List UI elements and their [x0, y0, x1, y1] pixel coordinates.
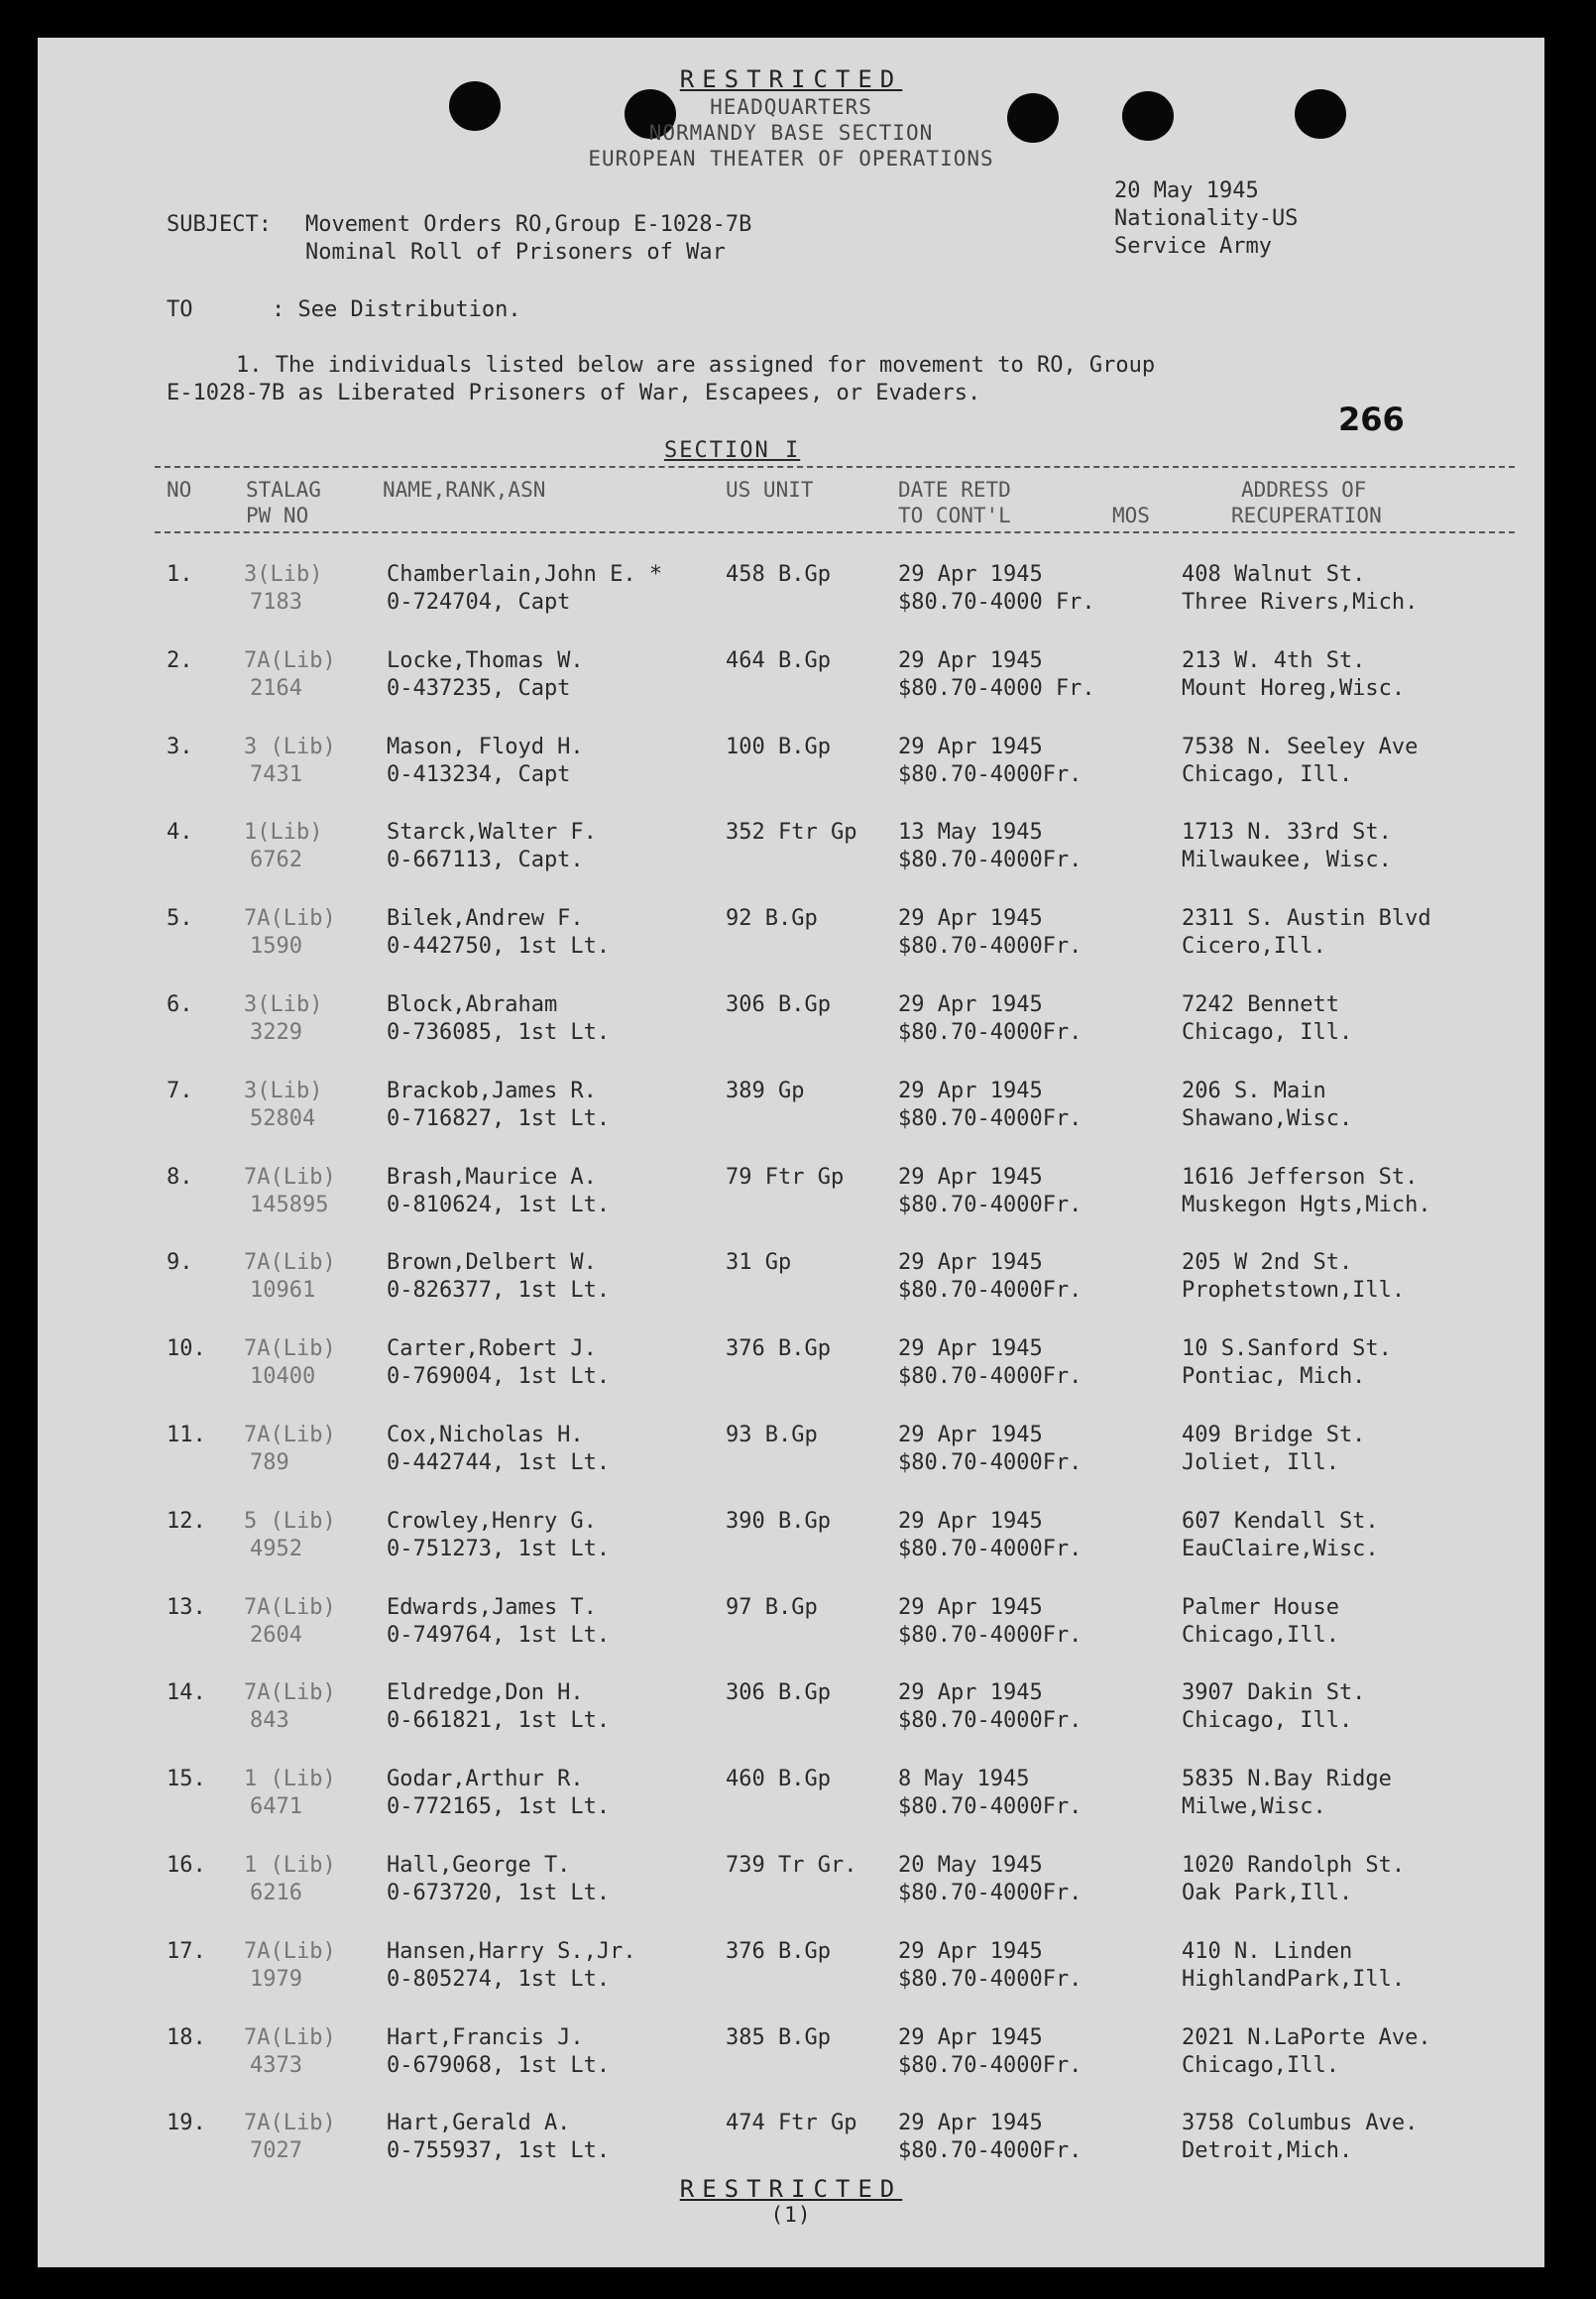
table-row	[38, 991, 1544, 1063]
stalag: 7A(Lib)	[244, 647, 336, 673]
table-row	[38, 2110, 1544, 2181]
address-line-2: Shawano,Wisc.	[1182, 1105, 1353, 1131]
row-number: 1.	[167, 562, 193, 587]
asn-rank: 0-736085, 1st Lt.	[387, 1020, 611, 1045]
stalag: 7A(Lib)	[244, 1680, 336, 1706]
pay-amount: $80.70-4000Fr.	[898, 2052, 1083, 2078]
name: Eldredge,Don H.	[387, 1680, 584, 1706]
date-returned: 29 Apr 1945	[898, 1164, 1043, 1190]
date-returned: 29 Apr 1945	[898, 734, 1043, 759]
table-row	[38, 905, 1544, 977]
us-unit: 460 B.Gp	[726, 1767, 831, 1792]
document-date: 20 May 1945	[1114, 178, 1259, 203]
asn-rank: 0-751273, 1st Lt.	[387, 1536, 611, 1561]
pay-amount: $80.70-4000Fr.	[898, 2138, 1083, 2164]
stalag: 7A(Lib)	[244, 1250, 336, 1276]
date-returned: 29 Apr 1945	[898, 1250, 1043, 1276]
pay-amount: $80.70-4000Fr.	[898, 848, 1083, 873]
us-unit: 739 Tr Gr.	[726, 1853, 857, 1878]
table-row	[38, 1422, 1544, 1493]
stalag: 7A(Lib)	[244, 2111, 336, 2136]
pw-number: 10400	[250, 1364, 316, 1390]
address-line-1: 7242 Bennett	[1182, 992, 1339, 1017]
row-number: 12.	[167, 1508, 206, 1534]
col-stalag: STALAG	[246, 478, 321, 502]
date-returned: 29 Apr 1945	[898, 1938, 1043, 1964]
pw-number: 10961	[250, 1278, 316, 1304]
us-unit: 92 B.Gp	[726, 906, 818, 932]
table-row	[38, 561, 1544, 632]
name: Bilek,Andrew F.	[387, 906, 584, 932]
address-line-1: 213 W. 4th St.	[1182, 647, 1366, 673]
asn-rank: 0-442750, 1st Lt.	[387, 934, 611, 960]
us-unit: 390 B.Gp	[726, 1508, 831, 1534]
address-line-2: Cicero,Ill.	[1182, 934, 1326, 960]
col-unit: US UNIT	[726, 478, 814, 502]
row-number: 13.	[167, 1594, 206, 1620]
page-footer-number: (1)	[770, 2203, 812, 2227]
row-number: 8.	[167, 1164, 193, 1190]
address-line-2: Milwaukee, Wisc.	[1182, 848, 1392, 873]
asn-rank: 0-826377, 1st Lt.	[387, 1278, 611, 1304]
date-returned: 29 Apr 1945	[898, 2111, 1043, 2136]
address-line-1: 7538 N. Seeley Ave	[1182, 734, 1419, 759]
row-number: 16.	[167, 1853, 206, 1878]
name: Starck,Walter F.	[387, 820, 597, 846]
asn-rank: 0-769004, 1st Lt.	[387, 1364, 611, 1390]
address-line-2: Three Rivers,Mich.	[1182, 590, 1419, 615]
name: Brown,Delbert W.	[387, 1250, 597, 1276]
name: Cox,Nicholas H.	[387, 1423, 584, 1447]
pw-number: 52804	[250, 1105, 316, 1131]
to-label: TO	[167, 297, 193, 322]
row-number: 4.	[167, 820, 193, 846]
address-line-1: 2311 S. Austin Blvd	[1182, 906, 1431, 932]
pay-amount: $80.70-4000Fr.	[898, 1622, 1083, 1648]
address-line-1: 409 Bridge St.	[1182, 1423, 1366, 1447]
nationality: Nationality-US	[1114, 206, 1299, 231]
table-row	[38, 1594, 1544, 1666]
stalag: 7A(Lib)	[244, 1423, 336, 1447]
date-returned: 29 Apr 1945	[898, 1508, 1043, 1534]
date-returned: 29 Apr 1945	[898, 647, 1043, 673]
date-returned: 13 May 1945	[898, 820, 1043, 846]
us-unit: 376 B.Gp	[726, 1336, 831, 1362]
pw-number: 6762	[250, 848, 302, 873]
address-line-2: HighlandPark,Ill.	[1182, 1966, 1406, 1992]
name: Block,Abraham	[387, 992, 558, 1017]
date-returned: 29 Apr 1945	[898, 992, 1043, 1017]
pw-number: 843	[250, 1708, 289, 1734]
pay-amount: $80.70-4000Fr.	[898, 1708, 1083, 1734]
address-line-2: Mount Horeg,Wisc.	[1182, 675, 1406, 701]
divider	[155, 531, 1515, 533]
date-returned: 29 Apr 1945	[898, 2024, 1043, 2050]
pw-number: 3229	[250, 1020, 302, 1045]
address-line-1: 5835 N.Bay Ridge	[1182, 1767, 1392, 1792]
us-unit: 458 B.Gp	[726, 562, 831, 587]
address-line-1: 206 S. Main	[1182, 1078, 1326, 1103]
table-row	[38, 734, 1544, 805]
table-row	[38, 1335, 1544, 1407]
address-line-2: Chicago, Ill.	[1182, 1020, 1353, 1045]
asn-rank: 0-437235, Capt	[387, 675, 571, 701]
asn-rank: 0-772165, 1st Lt.	[387, 1794, 611, 1820]
intro-line-2: E-1028-7B as Liberated Prisoners of War, Escapees, or Evaders.	[167, 381, 981, 405]
stalag: 3(Lib)	[244, 1078, 323, 1103]
date-returned: 29 Apr 1945	[898, 1423, 1043, 1447]
pw-number: 7027	[250, 2138, 302, 2164]
address-line-2: Detroit,Mich.	[1182, 2138, 1353, 2164]
stalag: 7A(Lib)	[244, 2024, 336, 2050]
us-unit: 97 B.Gp	[726, 1594, 818, 1620]
section-title: SECTION I	[664, 438, 801, 463]
stalag: 7A(Lib)	[244, 1594, 336, 1620]
name: Hart,Francis J.	[387, 2024, 584, 2050]
pay-amount: $80.70-4000 Fr.	[898, 675, 1095, 701]
name: Hall,George T.	[387, 1853, 571, 1878]
asn-rank: 0-716827, 1st Lt.	[387, 1105, 611, 1131]
asn-rank: 0-755937, 1st Lt.	[387, 2138, 611, 2164]
row-number: 15.	[167, 1767, 206, 1792]
address-line-1: 3758 Columbus Ave.	[1182, 2111, 1419, 2136]
address-line-2: Prophetstown,Ill.	[1182, 1278, 1406, 1304]
address-line-2: Pontiac, Mich.	[1182, 1364, 1366, 1390]
name: Crowley,Henry G.	[387, 1508, 597, 1534]
col-mos: MOS	[1112, 504, 1150, 527]
page-number-stamp: 266	[1338, 401, 1405, 438]
pw-number: 7431	[250, 761, 302, 787]
asn-rank: 0-805274, 1st Lt.	[387, 1966, 611, 1992]
row-number: 19.	[167, 2111, 206, 2136]
address-line-1: 1713 N. 33rd St.	[1182, 820, 1392, 846]
address-line-1: 205 W 2nd St.	[1182, 1250, 1353, 1276]
asn-rank: 0-413234, Capt	[387, 761, 571, 787]
date-returned: 29 Apr 1945	[898, 562, 1043, 587]
table-row	[38, 647, 1544, 719]
pay-amount: $80.70-4000Fr.	[898, 1966, 1083, 1992]
row-number: 17.	[167, 1938, 206, 1964]
date-returned: 29 Apr 1945	[898, 1336, 1043, 1362]
pw-number: 1979	[250, 1966, 302, 1992]
stalag: 5 (Lib)	[244, 1508, 336, 1534]
stalag: 1 (Lib)	[244, 1853, 336, 1878]
stalag: 3 (Lib)	[244, 734, 336, 759]
stalag: 7A(Lib)	[244, 1336, 336, 1362]
to-value: : See Distribution.	[272, 297, 521, 322]
pw-number: 6216	[250, 1881, 302, 1905]
row-number: 9.	[167, 1250, 193, 1276]
us-unit: 100 B.Gp	[726, 734, 831, 759]
row-number: 3.	[167, 734, 193, 759]
address-line-1: 410 N. Linden	[1182, 1938, 1353, 1964]
pw-number: 789	[250, 1450, 289, 1475]
table-row	[38, 1249, 1544, 1321]
stalag: 1 (Lib)	[244, 1767, 336, 1792]
stalag: 3(Lib)	[244, 992, 323, 1017]
name: Brackob,James R.	[387, 1078, 597, 1103]
date-returned: 29 Apr 1945	[898, 1680, 1043, 1706]
name: Edwards,James T.	[387, 1594, 597, 1620]
pw-number: 1590	[250, 934, 302, 960]
asn-rank: 0-749764, 1st Lt.	[387, 1622, 611, 1648]
restricted-header: RESTRICTED	[679, 65, 903, 93]
pay-amount: $80.70-4000Fr.	[898, 1192, 1083, 1217]
asn-rank: 0-661821, 1st Lt.	[387, 1708, 611, 1734]
col-to-contl: TO CONT'L	[898, 504, 1011, 527]
us-unit: 389 Gp	[726, 1078, 805, 1103]
pay-amount: $80.70-4000Fr.	[898, 1450, 1083, 1475]
col-pw-no: PW NO	[246, 504, 309, 527]
row-number: 11.	[167, 1423, 206, 1447]
pay-amount: $80.70-4000 Fr.	[898, 590, 1095, 615]
us-unit: 385 B.Gp	[726, 2024, 831, 2050]
us-unit: 31 Gp	[726, 1250, 792, 1276]
stalag: 7A(Lib)	[244, 1938, 336, 1964]
date-returned: 20 May 1945	[898, 1853, 1043, 1878]
address-line-2: Joliet, Ill.	[1182, 1450, 1339, 1475]
table-row	[38, 1508, 1544, 1579]
us-unit: 352 Ftr Gp	[726, 820, 857, 846]
address-line-2: Milwe,Wisc.	[1182, 1794, 1326, 1820]
service: Service Army	[1114, 234, 1272, 259]
us-unit: 79 Ftr Gp	[726, 1164, 845, 1190]
name: Hart,Gerald A.	[387, 2111, 571, 2136]
name: Chamberlain,John E. *	[387, 562, 663, 587]
table-row	[38, 1679, 1544, 1751]
header-line-2: NORMANDY BASE SECTION	[648, 121, 934, 145]
asn-rank: 0-667113, Capt.	[387, 848, 584, 873]
us-unit: 306 B.Gp	[726, 992, 831, 1017]
restricted-footer: RESTRICTED	[679, 2175, 903, 2203]
asn-rank: 0-679068, 1st Lt.	[387, 2052, 611, 2078]
pay-amount: $80.70-4000Fr.	[898, 1794, 1083, 1820]
pay-amount: $80.70-4000Fr.	[898, 1020, 1083, 1045]
table-row	[38, 819, 1544, 890]
address-line-1: 1020 Randolph St.	[1182, 1853, 1406, 1878]
address-line-2: Chicago, Ill.	[1182, 761, 1353, 787]
pw-number: 7183	[250, 590, 302, 615]
asn-rank: 0-724704, Capt	[387, 590, 571, 615]
address-line-2: Oak Park,Ill.	[1182, 1881, 1353, 1905]
asn-rank: 0-673720, 1st Lt.	[387, 1881, 611, 1905]
us-unit: 474 Ftr Gp	[726, 2111, 857, 2136]
row-number: 6.	[167, 992, 193, 1017]
address-line-2: EauClaire,Wisc.	[1182, 1536, 1379, 1561]
asn-rank: 0-442744, 1st Lt.	[387, 1450, 611, 1475]
document-page	[38, 38, 1544, 2267]
stalag: 7A(Lib)	[244, 1164, 336, 1190]
address-line-2: Chicago, Ill.	[1182, 1708, 1353, 1734]
pw-number: 4373	[250, 2052, 302, 2078]
pay-amount: $80.70-4000Fr.	[898, 761, 1083, 787]
pay-amount: $80.70-4000Fr.	[898, 1278, 1083, 1304]
table-row	[38, 1164, 1544, 1235]
name: Hansen,Harry S.,Jr.	[387, 1938, 636, 1964]
pw-number: 145895	[250, 1192, 329, 1217]
pw-number: 4952	[250, 1536, 302, 1561]
stalag: 1(Lib)	[244, 820, 323, 846]
pay-amount: $80.70-4000Fr.	[898, 1881, 1083, 1905]
date-returned: 29 Apr 1945	[898, 1078, 1043, 1103]
table-row	[38, 1938, 1544, 2010]
col-recuperation: RECUPERATION	[1231, 504, 1382, 527]
col-date-retd: DATE RETD	[898, 478, 1011, 502]
address-line-2: Chicago,Ill.	[1182, 2052, 1339, 2078]
pay-amount: $80.70-4000Fr.	[898, 934, 1083, 960]
pw-number: 2604	[250, 1622, 302, 1648]
date-returned: 8 May 1945	[898, 1767, 1030, 1792]
pw-number: 2164	[250, 675, 302, 701]
stalag: 7A(Lib)	[244, 906, 336, 932]
stalag: 3(Lib)	[244, 562, 323, 587]
address-line-1: 1616 Jefferson St.	[1182, 1164, 1419, 1190]
subject-line-1: Movement Orders RO,Group E-1028-7B	[305, 212, 752, 237]
table-row	[38, 2024, 1544, 2096]
row-number: 2.	[167, 647, 193, 673]
row-number: 5.	[167, 906, 193, 932]
name: Locke,Thomas W.	[387, 647, 584, 673]
address-line-1: 607 Kendall St.	[1182, 1508, 1379, 1534]
row-number: 18.	[167, 2024, 206, 2050]
subject-line-2: Nominal Roll of Prisoners of War	[305, 240, 726, 265]
name: Mason, Floyd H.	[387, 734, 584, 759]
col-no: NO	[167, 478, 192, 502]
table-row	[38, 1852, 1544, 1923]
header-line-1: HEADQUARTERS	[710, 95, 872, 119]
col-address: ADDRESS OF	[1241, 478, 1367, 502]
us-unit: 376 B.Gp	[726, 1938, 831, 1964]
name: Brash,Maurice A.	[387, 1164, 597, 1190]
subject-label: SUBJECT:	[167, 212, 272, 237]
table-row	[38, 1766, 1544, 1837]
pay-amount: $80.70-4000Fr.	[898, 1364, 1083, 1390]
col-name: NAME,RANK,ASN	[383, 478, 546, 502]
row-number: 14.	[167, 1680, 206, 1706]
address-line-1: 10 S.Sanford St.	[1182, 1336, 1392, 1362]
date-returned: 29 Apr 1945	[898, 906, 1043, 932]
address-line-2: Muskegon Hgts,Mich.	[1182, 1192, 1431, 1217]
table-row	[38, 1078, 1544, 1149]
pay-amount: $80.70-4000Fr.	[898, 1105, 1083, 1131]
divider	[155, 466, 1515, 468]
address-line-2: Chicago,Ill.	[1182, 1622, 1339, 1648]
address-line-1: 408 Walnut St.	[1182, 562, 1366, 587]
us-unit: 306 B.Gp	[726, 1680, 831, 1706]
pay-amount: $80.70-4000Fr.	[898, 1536, 1083, 1561]
us-unit: 464 B.Gp	[726, 647, 831, 673]
row-number: 7.	[167, 1078, 193, 1103]
asn-rank: 0-810624, 1st Lt.	[387, 1192, 611, 1217]
address-line-1: Palmer House	[1182, 1594, 1339, 1620]
address-line-1: 3907 Dakin St.	[1182, 1680, 1366, 1706]
intro-line-1: 1. The individuals listed below are assigned for movement to RO, Group	[236, 353, 1156, 378]
row-number: 10.	[167, 1336, 206, 1362]
pw-number: 6471	[250, 1794, 302, 1820]
date-returned: 29 Apr 1945	[898, 1594, 1043, 1620]
address-line-1: 2021 N.LaPorte Ave.	[1182, 2024, 1431, 2050]
name: Godar,Arthur R.	[387, 1767, 584, 1792]
name: Carter,Robert J.	[387, 1336, 597, 1362]
header-line-3: EUROPEAN THEATER OF OPERATIONS	[588, 147, 994, 171]
us-unit: 93 B.Gp	[726, 1423, 818, 1447]
